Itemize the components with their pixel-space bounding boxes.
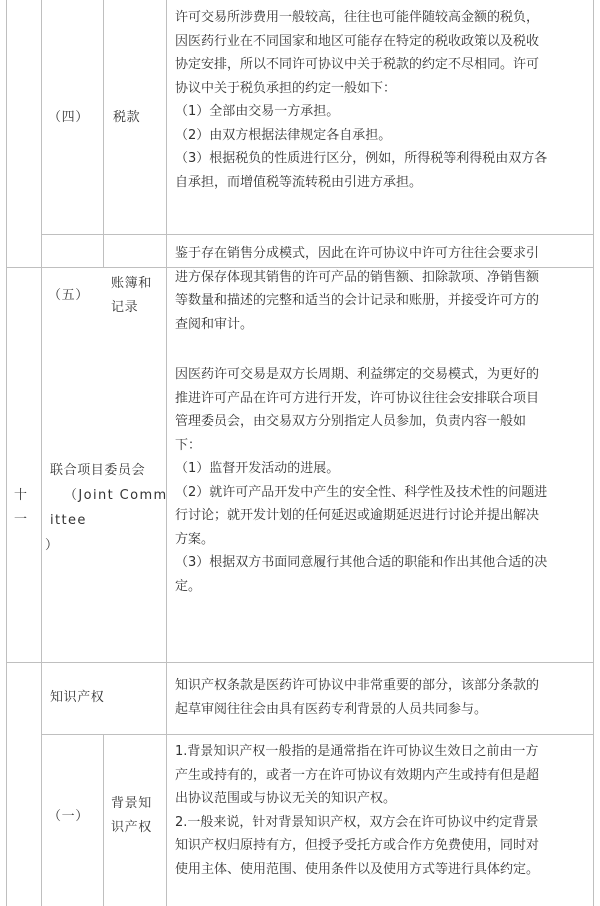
content-line: 自承担，而增值税等流转税由引进方承担。: [175, 174, 423, 190]
content-line: 知识产权条款是医药许可协议中非常重要的部分，该部分条款的: [175, 678, 540, 693]
row-background-ip-content: [175, 740, 590, 881]
content-line: 协议中关于税负承担的约定一般如下：: [175, 80, 397, 96]
content-line: 协定安排，所以不同许可协议中关于税款的约定不尽相同。许可: [175, 57, 540, 72]
content-line: 方案。: [175, 531, 215, 547]
content-line: （2）由双方根据法律规定各自承担。: [175, 127, 392, 143]
row-committee-number-line2: 一: [14, 512, 28, 527]
content-line: 知识产权归原持有方，但授予受托方或合作方免费使用，同时对: [175, 838, 540, 853]
content-line: 因医药许可交易是双方长周期、利益绑定的交易模式，为更好的: [175, 367, 540, 382]
table-border-col2: [103, 0, 104, 267]
content-line: 出协议范围或与协议无关的知识产权。: [175, 791, 397, 806]
content-line: 管理委员会，由交易双方分别指定人员参加，负责内容一般如: [175, 414, 527, 429]
content-line: 等数量和描述的完整和适当的会计记录和账册，并接受许可方的: [175, 293, 540, 308]
content-line: （2）就许可产品开发中产生的安全性、科学性及技术性的问题进: [175, 484, 548, 500]
table-border-col1: [41, 0, 42, 906]
content-line: 因医药行业在不同国家和地区可能存在特定的税收政策以及税收: [175, 33, 540, 49]
content-line: 1.背景知识产权一般指的是通常指在许可协议生效日之前由一方: [175, 744, 539, 759]
row-books-title-line2: 记录: [111, 300, 139, 315]
content-line: 产生或持有的，或者一方在许可协议有效期内产生或持有但是超: [175, 767, 540, 783]
row-background-ip-number: （一）: [48, 809, 89, 824]
row-committee-number-line1: 十: [14, 488, 28, 503]
row-committee-title-line4: ）: [45, 538, 59, 553]
table-border-col2: [103, 734, 104, 906]
row-divider: [41, 734, 594, 735]
content-line: （1）全部由交易一方承担。: [175, 104, 340, 119]
row-tax-number: （四）: [48, 110, 89, 125]
row-tax-title: 税款: [113, 110, 141, 125]
row-books-title-line1: 账簿和: [111, 276, 152, 291]
row-committee-title-line3: ittee: [50, 513, 87, 528]
row-ip-title: 知识产权: [50, 690, 105, 705]
row-committee-title-line2: （Joint Comm: [64, 488, 168, 503]
content-line: 许可交易所涉费用一般较高，往往也可能伴随较高金额的税负，: [175, 10, 540, 25]
content-line: 行讨论；就开发计划的任何延迟或逾期延迟进行讨论并提出解决: [175, 508, 540, 523]
content-line: 下：: [175, 437, 202, 453]
row-committee-content: [175, 363, 590, 598]
row-divider: [6, 662, 594, 663]
content-line: 2.一般来说，针对背景知识产权，双方会在许可协议中约定背景: [175, 814, 539, 830]
row-background-ip-title-line1: 背景知: [111, 796, 152, 811]
content-line: 查阅和审计。: [175, 316, 254, 332]
content-line: （1）监督开发活动的进展。: [175, 461, 340, 476]
row-divider: [41, 234, 594, 235]
content-line: （3）根据税负的性质进行区分，例如，所得税等利得税由双方各: [175, 151, 548, 166]
content-line: 使用主体、使用范围、使用条件以及使用方式等进行具体约定。: [175, 861, 540, 877]
table-border-col3: [166, 0, 167, 906]
row-committee-title-line1: 联合项目委员会: [50, 463, 146, 478]
row-ip-content: [175, 674, 590, 721]
table-border-right: [593, 0, 594, 906]
content-line: （3）根据双方书面同意履行其他合适的职能和作出其他合适的决: [175, 555, 548, 570]
row-background-ip-title-line2: 识产权: [111, 820, 152, 835]
table-border-left: [6, 0, 7, 906]
content-line: 推进许可产品在许可方进行开发，许可协议往往会安排联合项目: [175, 390, 540, 406]
content-line: 进方保存体现其销售的许可产品的销售额、扣除款项、净销售额: [175, 269, 540, 285]
content-line: 鉴于存在销售分成模式，因此在许可协议中许可方往往会要求引: [175, 246, 540, 261]
row-tax-content: [175, 6, 590, 194]
content-line: 定。: [175, 578, 202, 594]
row-books-number: （五）: [48, 288, 89, 303]
content-line: 起草审阅往往会由具有医药专利背景的人员共同参与。: [175, 701, 488, 717]
row-books-content: [175, 242, 590, 336]
